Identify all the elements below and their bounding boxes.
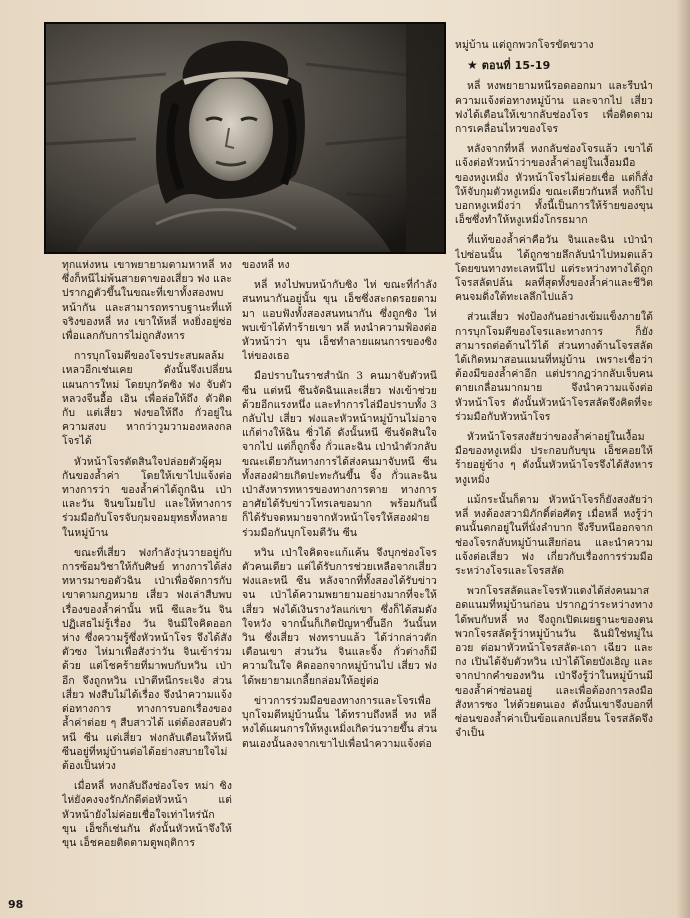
paragraph-intro: หมู่บ้าน แต่ถูกพวกโจรขัดขวาง — [455, 39, 594, 51]
paragraph: หลี่ หงไปพบหน้ากับซิง ไห่ ขณะที่กำลังสนทนากันอยู่นั้น ขุน เอ็ชซึ่งสะกดรอยตามมา แอบฟังทั้งสองสนทนากัน ซึ่งถูกซิง ไห่พบเข้าได้ทำร้ายเขา หลี่ หงนำความฟ้องต่อหัวหน้าว่า ขุน เอ็ชทำลายแผนการของซิง ไห่ของเธอ — [242, 279, 437, 363]
paragraph: มือปราบในราชสำนัก 3 คนมาจับตัวหนีซีน แต่หนี ซีนจัดฉินและเสี่ยว ฟงเข้าช่วยด้วยอีกแรงหนึ่ง และทำการไล่มือปราบทั้ง 3 กลับไป เสี่ยว ฟงและหัวหน้าหมู่บ้านไม่อาจแก้ต่างให้ฉิน ซิ่วได้ ดังนั้นหนี ซีนจัดสินใจจากไป แต่ก็ถูกจิ้ง กั่วและฉิน เป่านำตัวกลับ ขณะเดียวกันทางการได้ส่งคนมาจับหนี ซีน ทั้งสองฝ่ายเกิดปะทะกันขึ้น จิ้ง กั่วและฉิน เป่าสังหารทหารของทางการตาย ทางการอาศัยได้รับข่าวโทรเลขอมาก พร้อมกันนี้ก็ได้รับจดหมายจากหัวหน้าโจรให้สองฝ่ายร่วมมือกันบุกโจมตีวัน ซีน — [242, 370, 437, 539]
paragraph: พวกโจรสลัดและโจรหัวแดงได้ส่งคนมาสอดแนมที่หมู่บ้านก่อน ปรากฏว่าระหว่างทางได้พบกับหลี่ หง จึงถูกเปิดเผยฐานะของตน พวกโจรสลัดรู้ว่าหมู่บ้านวัน ฉินมิใช่หมู่ในอวย ต่อมาหัวหน้าโจรสลัด-เถา เฉียว และกง เปินได้จับตัวหวิน เป่าได้โดยบังเอิญ และจากปากคำของหวิน เป่าจึงรู้ว่าในหมู่บ้านมีของล้ำค่าซ่อนอยู่ และเพื่อต้องการลงมือสังหารซง ไห่ด้วยตนเอง ดังนั้นเขาจึงบอกที่ซ่อนของล้ำค่าเป็นข้อแลกเปลี่ยน โจรสลัดจึงจำเป็น — [455, 585, 653, 740]
episode-label: ตอนที่ 15-19 — [481, 59, 551, 73]
paragraph: หลังจากที่หลี่ หงกลับช่องโจรแล้ว เขาได้แจ้งต่อหัวหน้าว่าของล้ำค่าอยู่ในเงื้อมมือของหงูเหมิ่ง หัวหน้าโจรไม่ค่อยเชื่อ แต่ก็สั่งให้จับกุมตัวหงูเหมิ่ง ขณะเดียวกันหลี่ หงก็ไปบอกหงูเหมิ่งว่า ทั้งนี้เป็นการให้ร้ายของขุน เอ็ชซึ่งทำให้หงูเหมิ่งโกรธมาก — [455, 143, 653, 227]
paragraph: ส่วนเสี่ยว ฟงป้องกันอย่างเข้มแข็งภายใต้การบุกโจมตีของโจรและทางการ ก็ยังสามารถต่อต้านไว้ได้ ส่วนทางด้านโจรสลัดได้เกิดหมาสอนแมนที่หมู่บ้าน เพราะเชื่อว่าต้องมีของล้ำค่าอีก แต่ปรากฏว่ากลับเจ็บคนตายเกลื่อนมากมาย จึงนำความแจ้งต่อหัวหน้าโจร ดังนั้นหัวหน้าโจรสลัดจึงคิดที่จะร่วมมือกับหัวหน้าโจร — [455, 311, 653, 423]
paragraph: ขณะที่เสี่ยว ฟงกำลังวุ่นวายอยู่กับการซ้อมวิชาให้กับศิษย์ ทางการได้ส่งทหารมาขอตัวฉิน เป่าเพื่อจัดการกับเขาตามกฎหมาย เสี่ยว ฟงเล่าสืบพบเรื่องของล้ำค่านั้น หนี ซีและวัน จินปฏิเสธไม่รู้เรื่อง วัน จินมีใจคิดออกห่าง ซึ่งความรู้ซึ่งหัวหน้าโจร จึงได้สังตัวซง ไห่มาเพื่อสังว่าวัน จินเข้าร่วมด้วย แต่โชคร้ายที่มาพบกับหวิน เป่าอีก จึงถูกหวิน เป่าตีหนีกระเจิง ส่วนเสี่ยว ฟงสืบไม่ได้เรื่อง จึงนำความแจ้งต่อทางการ ทางการบอกเรื่องของล้ำค่าต่อย ๆ สืบสาวได้ แต่ต้องสอบตัวหนี ซีน แต่เสี่ยว ฟงกลับเตือนให้หนี ซีนอยู่ที่หมู่บ้านต่อได้อย่างสบายใจไม่ต้องเป็นห่วง — [62, 546, 232, 772]
paragraph: การบุกโจมตีของโจรประสบผลล้มเหลวอีกเช่นเคย ดังนั้นจึงเปลี่ยนแผนการใหม่ โดยบุกวัดซิง ฟง จับตัวหลวงจีนอื้อ เอิน เพื่อล่อให้ถึง ตัวติดกับ แต่เสี่ยว ฟงขอให้ถึง กั่วอยู่ในความสงบ หากว่าวูมวามองหลงกลโจรได้ — [62, 350, 232, 448]
paragraph: ข่าวการร่วมมือของทางการและโจรเพื่อบุกโจมตีหมู่บ้านนั้น ได้ทราบถึงหลี่ หง หลี่ หงได้แผนการให้หงูเหมิ่งเกิดว่นวายขึ้น ส่วนตนเองนั้นลงจากเขาไปเพื่อนำความแจ้งต่อ — [242, 694, 437, 750]
paragraph: ทุกแห่งหน เขาพยายามตามหาหลี่ หง ซึ่งก็หนีไม่พ้นสายตาของเสี่ยว ฟง และปรากฏตัวขึ้นในขณะที่เขาทั้งสองพบหน้ากัน และสามารถทราบฐานะที่แท้จริงของหลี่ หง เขาให้หลี่ หงยิ่งอยู่ซ่อ เพื่อแลกกับการไม่ถูกสังหาร — [62, 259, 232, 343]
text-column-left — [62, 258, 232, 898]
episode-heading — [455, 58, 653, 73]
star-icon: ★ — [467, 58, 478, 73]
paragraph: แม้กระนั้นก็ตาม หัวหน้าโจรก็ยังสงสัยว่า หลี่ หงต้องสวามิภักดิ์ต่อศัตรู เมื่อหลี่ หงรู้ว่าตนนั้นตกอยู่ในที่นั่งลำบาก จึงรีบหนีออกจากช่องโจรกลับหมู่บ้านเสียก่อน และนำความแจ้งต่อเสี่ยว ฟง เกี่ยวกับเรื่องการร่วมมือระหว่างโจรและโจรสลัด — [455, 493, 653, 577]
text-column-middle — [242, 258, 437, 913]
paragraph: ที่แท้ของล้ำค่าคือวัน จินและฉิน เป่านำไปซ่อนนั้น ได้ถูกชายลึกลับนำไปหมดแล้ว โดยขนทางทะเลหนีไป แต่ระหว่างทางได้ถูกโจรสลัดปล้น ผลที่สุดทั้งของล้ำค่าและชีวิตคนจมดิ่งใต้ทะเลลึกไปแล้ว — [455, 234, 653, 304]
paragraph: หวิน เป่าใจคิดจะแก้แค้น จึงบุกช่องโจรตัวคนเดียว แต่ได้รับการช่วยเหลือจากเสี่ยว ฟงและหนี ซีน หลังจากที่ทั้งสองได้รับข่าว จน เป่าได้ความพยายามอย่างมากที่จะให้เสี่ยว ฟงได้เงินรางวัลแก่เขา ซึ่งก็ได้สมดังใจหวัง จากนั้นก็เกิดปัญหาขึ้นอีก วันนั้นหวิน ซึ่งเสี่ยว ฟงทราบแล้ว ได้ว่ากล่าวตักเตือนเขา ส่วนวัน จินและจิ้ง กั่วต่างก็มีความในใจ คิดออกจากหมู่บ้านไป เสี่ยว ฟงได้พยายามเกลี้ยกล่อมให้อยู่ต่อ — [242, 546, 437, 687]
paragraph: หัวหน้าโจรตัดสินใจปล่อยตัวผู้คุมกันของล้ำค่า โดยให้เขาไปแจ้งต่อทางการว่า ของล้ำค่าได้ถูกฉิน เป่าและวัน จินขโมยไป และให้ทางการร่วมมือกับโจรจับกุมจอมยุทธทั้งหลายในหมู่บ้าน — [62, 455, 232, 539]
actor-photo — [44, 22, 446, 254]
paragraph: ของหลี่ หง — [242, 259, 290, 271]
photo-illustration — [46, 24, 444, 252]
page-spine-shadow — [676, 0, 690, 918]
text-column-right — [455, 38, 653, 918]
paragraph: หลี่ หงพยายามหนีรอดออกมา และรีบนำความแจ้งต่อทางหมู่บ้าน และจากไป เสี่ยว ฟงได้เตือนให้เขากลับช่องโจร เพื่อติดตามการเคลื่อนไหวของโจร — [455, 80, 653, 136]
page-number: 98 — [8, 898, 24, 911]
paragraph: เมื่อหลี่ หงกลับถึงช่องโจร หม่า ซิง ไห่ยังคงจงรักภักดีต่อหัวหน้า แต่หัวหน้ายังไม่ค่อยเชื่อใจเท่าไหร่นัก ขุน เอ็ชก็เช่นกัน ดังนั้นหัวหน้าจึงให้ขุน เอ็ชคอยติดตามดูพฤติการ — [62, 780, 232, 849]
paragraph: หัวหน้าโจรสงสัยว่าของล้ำค่าอยู่ในเงื้อมมือของหงูเหมิ่ง ประกอบกับขุน เอ็ชคอยให้ร้ายอยู่ข้าง ๆ ดังนั้นหัวหน้าโจรจึงได้สังหารหงูเหมิ่ง — [455, 431, 653, 486]
